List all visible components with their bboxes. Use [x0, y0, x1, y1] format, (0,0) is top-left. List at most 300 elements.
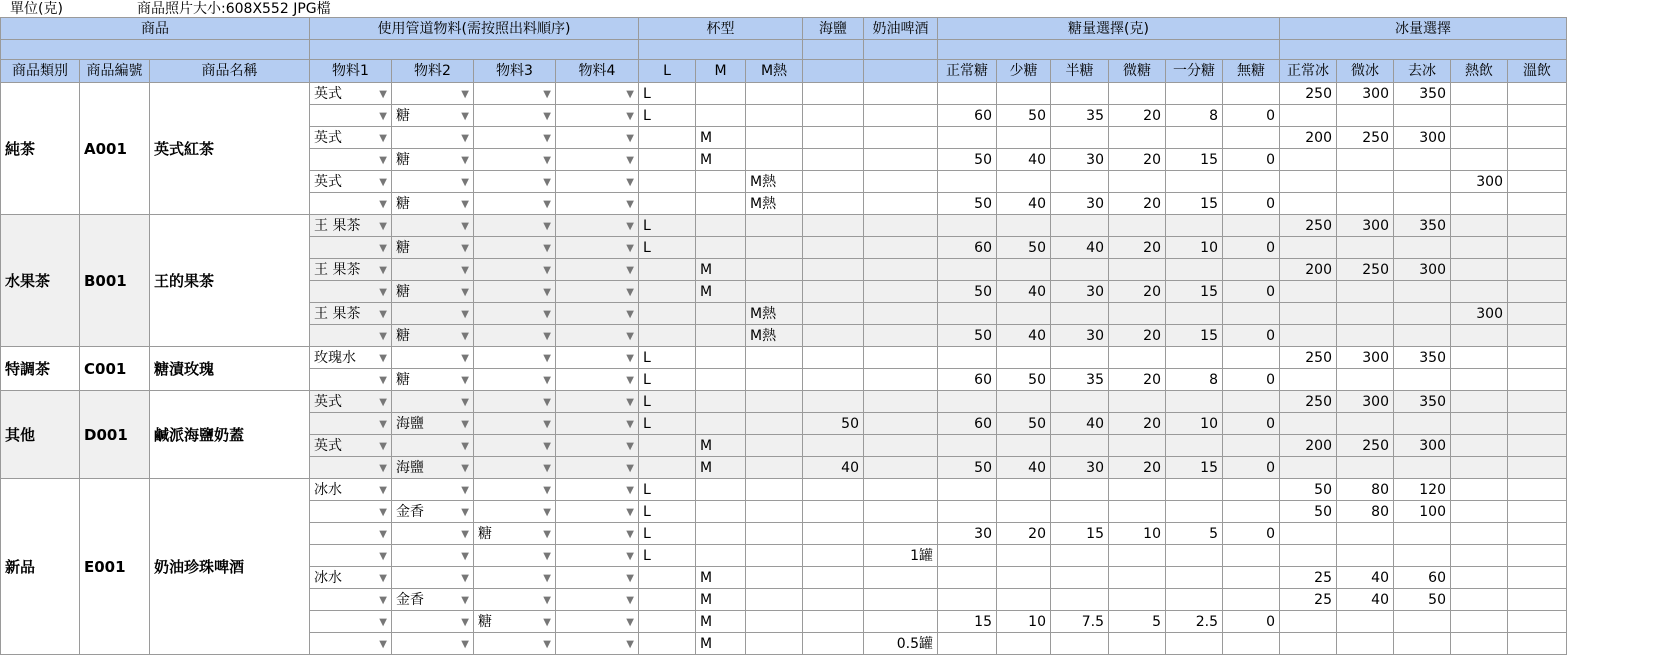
- sugar-cell[interactable]: [1166, 589, 1223, 611]
- cup-L-cell[interactable]: [639, 611, 696, 633]
- cup-M-cell[interactable]: [696, 303, 746, 325]
- sugar-cell[interactable]: [938, 567, 997, 589]
- beer-cell[interactable]: [864, 523, 938, 545]
- ice-cell[interactable]: [1451, 479, 1508, 501]
- dropdown-arrow-icon[interactable]: ▼: [379, 419, 387, 430]
- ice-cell[interactable]: 300: [1394, 127, 1451, 149]
- ice-cell[interactable]: 300: [1337, 347, 1394, 369]
- material-dropdown-2[interactable]: [392, 105, 474, 127]
- beer-cell[interactable]: [864, 435, 938, 457]
- ice-cell[interactable]: [1508, 347, 1567, 369]
- ice-cell[interactable]: [1280, 237, 1337, 259]
- ice-cell[interactable]: [1451, 545, 1508, 567]
- ice-cell[interactable]: [1337, 611, 1394, 633]
- dropdown-arrow-icon[interactable]: ▼: [461, 529, 469, 540]
- sugar-cell[interactable]: 50: [997, 413, 1051, 435]
- cup-L-cell[interactable]: L: [639, 237, 696, 259]
- beer-cell[interactable]: [864, 567, 938, 589]
- cup-L-cell[interactable]: L: [639, 105, 696, 127]
- material-dropdown-1[interactable]: [310, 413, 392, 435]
- sugar-cell[interactable]: [1166, 83, 1223, 105]
- sugar-cell[interactable]: [1051, 567, 1109, 589]
- material-dropdown-1[interactable]: [310, 259, 392, 281]
- ice-cell[interactable]: [1508, 633, 1567, 655]
- material-dropdown-4[interactable]: [556, 413, 639, 435]
- cup-M-cell[interactable]: M: [696, 435, 746, 457]
- ice-cell[interactable]: 50: [1394, 589, 1451, 611]
- column-header[interactable]: 正常糖: [938, 60, 997, 83]
- sugar-cell[interactable]: [1051, 259, 1109, 281]
- ice-cell[interactable]: [1508, 281, 1567, 303]
- sugar-cell[interactable]: 50: [938, 325, 997, 347]
- material-dropdown-4[interactable]: [556, 589, 639, 611]
- beer-cell[interactable]: [864, 281, 938, 303]
- sugar-cell[interactable]: [1109, 215, 1166, 237]
- sugar-cell[interactable]: 50: [938, 457, 997, 479]
- sugar-cell[interactable]: [1051, 127, 1109, 149]
- dropdown-arrow-icon[interactable]: ▼: [379, 287, 387, 298]
- material-dropdown-4[interactable]: [556, 567, 639, 589]
- material-dropdown-2[interactable]: [392, 633, 474, 655]
- dropdown-arrow-icon[interactable]: ▼: [379, 529, 387, 540]
- dropdown-arrow-icon[interactable]: ▼: [626, 551, 634, 562]
- sugar-cell[interactable]: [1223, 545, 1280, 567]
- sugar-cell[interactable]: [938, 589, 997, 611]
- ice-cell[interactable]: [1508, 325, 1567, 347]
- sugar-cell[interactable]: [1223, 127, 1280, 149]
- beer-cell[interactable]: [864, 127, 938, 149]
- dropdown-arrow-icon[interactable]: ▼: [379, 243, 387, 254]
- sugar-cell[interactable]: [1109, 633, 1166, 655]
- cup-M-cell[interactable]: [696, 347, 746, 369]
- cup-L-cell[interactable]: [639, 259, 696, 281]
- material-dropdown-1[interactable]: [310, 215, 392, 237]
- dropdown-arrow-icon[interactable]: ▼: [461, 375, 469, 386]
- sugar-cell[interactable]: [997, 215, 1051, 237]
- dropdown-arrow-icon[interactable]: ▼: [461, 419, 469, 430]
- dropdown-arrow-icon[interactable]: ▼: [543, 595, 551, 606]
- material-dropdown-4[interactable]: [556, 523, 639, 545]
- sugar-cell[interactable]: [1166, 545, 1223, 567]
- sugar-cell[interactable]: [1223, 501, 1280, 523]
- cup-Mhot-cell[interactable]: [746, 127, 803, 149]
- ice-cell[interactable]: [1280, 369, 1337, 391]
- ice-cell[interactable]: [1508, 149, 1567, 171]
- material-dropdown-3[interactable]: [474, 611, 556, 633]
- cup-Mhot-cell[interactable]: M熱: [746, 303, 803, 325]
- dropdown-arrow-icon[interactable]: ▼: [626, 485, 634, 496]
- dropdown-arrow-icon[interactable]: ▼: [626, 463, 634, 474]
- sugar-cell[interactable]: [997, 391, 1051, 413]
- product-name-cell[interactable]: 英式紅茶: [150, 83, 310, 215]
- material-dropdown-1[interactable]: [310, 435, 392, 457]
- beer-cell[interactable]: [864, 259, 938, 281]
- sugar-cell[interactable]: 0: [1223, 281, 1280, 303]
- dropdown-arrow-icon[interactable]: ▼: [626, 309, 634, 320]
- ice-cell[interactable]: [1451, 413, 1508, 435]
- cup-L-cell[interactable]: L: [639, 391, 696, 413]
- sugar-cell[interactable]: [938, 347, 997, 369]
- ice-cell[interactable]: [1508, 589, 1567, 611]
- column-header[interactable]: [864, 60, 938, 83]
- material-dropdown-2[interactable]: [392, 435, 474, 457]
- dropdown-arrow-icon[interactable]: ▼: [461, 309, 469, 320]
- sugar-cell[interactable]: [938, 127, 997, 149]
- column-header[interactable]: 一分糖: [1166, 60, 1223, 83]
- ice-cell[interactable]: [1337, 193, 1394, 215]
- cup-M-cell[interactable]: [696, 391, 746, 413]
- salt-cell[interactable]: [803, 281, 864, 303]
- cup-Mhot-cell[interactable]: [746, 347, 803, 369]
- material-dropdown-2[interactable]: [392, 567, 474, 589]
- dropdown-arrow-icon[interactable]: ▼: [461, 639, 469, 650]
- sugar-cell[interactable]: [997, 567, 1051, 589]
- sugar-cell[interactable]: [997, 347, 1051, 369]
- dropdown-arrow-icon[interactable]: ▼: [626, 595, 634, 606]
- ice-cell[interactable]: 40: [1337, 589, 1394, 611]
- sugar-cell[interactable]: 15: [1166, 149, 1223, 171]
- material-dropdown-3[interactable]: [474, 325, 556, 347]
- material-dropdown-3[interactable]: [474, 237, 556, 259]
- column-header[interactable]: 少糖: [997, 60, 1051, 83]
- dropdown-arrow-icon[interactable]: ▼: [543, 221, 551, 232]
- sugar-cell[interactable]: [1109, 347, 1166, 369]
- column-header[interactable]: 去冰: [1394, 60, 1451, 83]
- beer-cell[interactable]: [864, 347, 938, 369]
- cup-L-cell[interactable]: [639, 303, 696, 325]
- material-dropdown-3[interactable]: [474, 391, 556, 413]
- sugar-cell[interactable]: 7.5: [1051, 611, 1109, 633]
- ice-cell[interactable]: 250: [1337, 435, 1394, 457]
- beer-cell[interactable]: [864, 105, 938, 127]
- cup-M-cell[interactable]: [696, 413, 746, 435]
- ice-cell[interactable]: [1280, 149, 1337, 171]
- sugar-cell[interactable]: 20: [1109, 149, 1166, 171]
- product-code-cell[interactable]: A001: [80, 83, 150, 215]
- sugar-cell[interactable]: 30: [1051, 457, 1109, 479]
- sugar-cell[interactable]: [1109, 567, 1166, 589]
- sugar-cell[interactable]: 40: [997, 193, 1051, 215]
- dropdown-arrow-icon[interactable]: ▼: [543, 199, 551, 210]
- dropdown-arrow-icon[interactable]: ▼: [543, 331, 551, 342]
- product-code-cell[interactable]: C001: [80, 347, 150, 391]
- cup-L-cell[interactable]: [639, 633, 696, 655]
- sugar-cell[interactable]: 15: [1166, 281, 1223, 303]
- material-dropdown-4[interactable]: [556, 457, 639, 479]
- ice-cell[interactable]: 250: [1280, 215, 1337, 237]
- sugar-cell[interactable]: 40: [997, 457, 1051, 479]
- sugar-cell[interactable]: [1051, 215, 1109, 237]
- dropdown-arrow-icon[interactable]: ▼: [626, 133, 634, 144]
- dropdown-arrow-icon[interactable]: ▼: [461, 397, 469, 408]
- ice-cell[interactable]: [1280, 325, 1337, 347]
- ice-cell[interactable]: 250: [1337, 127, 1394, 149]
- sugar-cell[interactable]: [997, 435, 1051, 457]
- ice-cell[interactable]: 300: [1337, 391, 1394, 413]
- ice-cell[interactable]: [1451, 105, 1508, 127]
- sugar-cell[interactable]: 0: [1223, 237, 1280, 259]
- ice-cell[interactable]: 350: [1394, 391, 1451, 413]
- sugar-cell[interactable]: 40: [1051, 413, 1109, 435]
- dropdown-arrow-icon[interactable]: ▼: [626, 331, 634, 342]
- material-dropdown-2[interactable]: [392, 523, 474, 545]
- category-cell[interactable]: 純茶: [1, 83, 80, 215]
- ice-cell[interactable]: [1451, 633, 1508, 655]
- beer-cell[interactable]: [864, 413, 938, 435]
- cup-L-cell[interactable]: L: [639, 501, 696, 523]
- ice-cell[interactable]: 100: [1394, 501, 1451, 523]
- material-dropdown-4[interactable]: [556, 545, 639, 567]
- dropdown-arrow-icon[interactable]: ▼: [379, 551, 387, 562]
- beer-cell[interactable]: [864, 83, 938, 105]
- beer-cell[interactable]: [864, 589, 938, 611]
- column-header[interactable]: 溫飲: [1508, 60, 1567, 83]
- cup-M-cell[interactable]: M: [696, 457, 746, 479]
- material-dropdown-4[interactable]: [556, 83, 639, 105]
- ice-cell[interactable]: 50: [1280, 501, 1337, 523]
- dropdown-arrow-icon[interactable]: ▼: [461, 243, 469, 254]
- sugar-cell[interactable]: 0: [1223, 149, 1280, 171]
- dropdown-arrow-icon[interactable]: ▼: [379, 133, 387, 144]
- cup-Mhot-cell[interactable]: [746, 105, 803, 127]
- ice-cell[interactable]: [1451, 501, 1508, 523]
- material-dropdown-4[interactable]: [556, 611, 639, 633]
- product-code-cell[interactable]: E001: [80, 479, 150, 655]
- ice-cell[interactable]: [1451, 611, 1508, 633]
- sugar-cell[interactable]: 20: [1109, 105, 1166, 127]
- dropdown-arrow-icon[interactable]: ▼: [461, 441, 469, 452]
- material-dropdown-3[interactable]: [474, 193, 556, 215]
- product-code-cell[interactable]: D001: [80, 391, 150, 479]
- sugar-cell[interactable]: 50: [997, 105, 1051, 127]
- material-dropdown-1[interactable]: [310, 105, 392, 127]
- ice-cell[interactable]: 300: [1394, 259, 1451, 281]
- cup-L-cell[interactable]: [639, 567, 696, 589]
- beer-cell[interactable]: [864, 479, 938, 501]
- ice-cell[interactable]: [1337, 171, 1394, 193]
- dropdown-arrow-icon[interactable]: ▼: [626, 243, 634, 254]
- dropdown-arrow-icon[interactable]: ▼: [543, 551, 551, 562]
- cup-M-cell[interactable]: M: [696, 259, 746, 281]
- material-dropdown-3[interactable]: [474, 501, 556, 523]
- dropdown-arrow-icon[interactable]: ▼: [379, 155, 387, 166]
- salt-cell[interactable]: [803, 259, 864, 281]
- sugar-cell[interactable]: [1051, 501, 1109, 523]
- ice-cell[interactable]: [1451, 369, 1508, 391]
- column-header[interactable]: [803, 60, 864, 83]
- ice-cell[interactable]: 300: [1451, 171, 1508, 193]
- cup-L-cell[interactable]: L: [639, 369, 696, 391]
- material-dropdown-2[interactable]: [392, 149, 474, 171]
- material-dropdown-3[interactable]: [474, 215, 556, 237]
- ice-cell[interactable]: 350: [1394, 347, 1451, 369]
- dropdown-arrow-icon[interactable]: ▼: [543, 507, 551, 518]
- column-header[interactable]: 微糖: [1109, 60, 1166, 83]
- material-dropdown-3[interactable]: [474, 281, 556, 303]
- sugar-cell[interactable]: 0: [1223, 193, 1280, 215]
- dropdown-arrow-icon[interactable]: ▼: [626, 221, 634, 232]
- cup-M-cell[interactable]: M: [696, 611, 746, 633]
- material-dropdown-2[interactable]: [392, 457, 474, 479]
- sugar-cell[interactable]: 15: [938, 611, 997, 633]
- ice-cell[interactable]: [1451, 259, 1508, 281]
- ice-cell[interactable]: [1508, 391, 1567, 413]
- dropdown-arrow-icon[interactable]: ▼: [461, 287, 469, 298]
- material-dropdown-4[interactable]: [556, 127, 639, 149]
- sugar-cell[interactable]: [938, 633, 997, 655]
- material-dropdown-2[interactable]: [392, 171, 474, 193]
- dropdown-arrow-icon[interactable]: ▼: [461, 199, 469, 210]
- sugar-cell[interactable]: [938, 545, 997, 567]
- ice-cell[interactable]: 350: [1394, 83, 1451, 105]
- ice-cell[interactable]: [1394, 545, 1451, 567]
- cup-M-cell[interactable]: [696, 105, 746, 127]
- sugar-cell[interactable]: [1223, 567, 1280, 589]
- cup-Mhot-cell[interactable]: [746, 259, 803, 281]
- dropdown-arrow-icon[interactable]: ▼: [379, 397, 387, 408]
- dropdown-arrow-icon[interactable]: ▼: [461, 111, 469, 122]
- dropdown-arrow-icon[interactable]: ▼: [626, 397, 634, 408]
- material-dropdown-4[interactable]: [556, 193, 639, 215]
- cup-M-cell[interactable]: [696, 83, 746, 105]
- ice-cell[interactable]: 350: [1394, 215, 1451, 237]
- ice-cell[interactable]: [1508, 237, 1567, 259]
- material-dropdown-3[interactable]: [474, 127, 556, 149]
- sugar-cell[interactable]: [1109, 479, 1166, 501]
- sugar-cell[interactable]: 10: [997, 611, 1051, 633]
- ice-cell[interactable]: [1337, 303, 1394, 325]
- ice-cell[interactable]: [1508, 435, 1567, 457]
- cup-L-cell[interactable]: [639, 325, 696, 347]
- material-dropdown-2[interactable]: [392, 127, 474, 149]
- sugar-cell[interactable]: 30: [1051, 281, 1109, 303]
- ice-cell[interactable]: [1337, 105, 1394, 127]
- sugar-cell[interactable]: 10: [1166, 413, 1223, 435]
- ice-cell[interactable]: [1508, 259, 1567, 281]
- cup-M-cell[interactable]: M: [696, 567, 746, 589]
- cup-Mhot-cell[interactable]: [746, 237, 803, 259]
- material-dropdown-1[interactable]: [310, 589, 392, 611]
- sugar-cell[interactable]: 40: [997, 281, 1051, 303]
- material-dropdown-1[interactable]: [310, 149, 392, 171]
- ice-cell[interactable]: [1508, 83, 1567, 105]
- sugar-cell[interactable]: [997, 259, 1051, 281]
- cup-L-cell[interactable]: [639, 457, 696, 479]
- category-cell[interactable]: 水果茶: [1, 215, 80, 347]
- sugar-cell[interactable]: 30: [938, 523, 997, 545]
- ice-cell[interactable]: [1508, 369, 1567, 391]
- material-dropdown-4[interactable]: [556, 237, 639, 259]
- sugar-cell[interactable]: [1223, 589, 1280, 611]
- sugar-cell[interactable]: [938, 479, 997, 501]
- salt-cell[interactable]: [803, 303, 864, 325]
- cup-L-cell[interactable]: [639, 589, 696, 611]
- cup-Mhot-cell[interactable]: [746, 567, 803, 589]
- ice-cell[interactable]: [1451, 281, 1508, 303]
- product-name-cell[interactable]: 奶油珍珠啤酒: [150, 479, 310, 655]
- ice-cell[interactable]: [1337, 237, 1394, 259]
- cup-Mhot-cell[interactable]: [746, 545, 803, 567]
- cup-Mhot-cell[interactable]: [746, 435, 803, 457]
- ice-cell[interactable]: [1508, 479, 1567, 501]
- dropdown-arrow-icon[interactable]: ▼: [461, 155, 469, 166]
- sugar-cell[interactable]: 35: [1051, 105, 1109, 127]
- sugar-cell[interactable]: [1051, 171, 1109, 193]
- product-name-cell[interactable]: 鹹派海鹽奶蓋: [150, 391, 310, 479]
- dropdown-arrow-icon[interactable]: ▼: [379, 617, 387, 628]
- dropdown-arrow-icon[interactable]: ▼: [626, 199, 634, 210]
- cup-M-cell[interactable]: [696, 545, 746, 567]
- material-dropdown-3[interactable]: [474, 545, 556, 567]
- beer-cell[interactable]: [864, 237, 938, 259]
- material-dropdown-4[interactable]: [556, 215, 639, 237]
- material-dropdown-4[interactable]: [556, 281, 639, 303]
- material-dropdown-4[interactable]: [556, 149, 639, 171]
- cup-M-cell[interactable]: [696, 237, 746, 259]
- cup-Mhot-cell[interactable]: [746, 479, 803, 501]
- sugar-cell[interactable]: 8: [1166, 105, 1223, 127]
- column-header[interactable]: 物料3: [474, 60, 556, 83]
- column-header[interactable]: M: [696, 60, 746, 83]
- dropdown-arrow-icon[interactable]: ▼: [379, 265, 387, 276]
- material-dropdown-1[interactable]: [310, 127, 392, 149]
- cup-Mhot-cell[interactable]: M熱: [746, 171, 803, 193]
- sugar-cell[interactable]: 0: [1223, 413, 1280, 435]
- dropdown-arrow-icon[interactable]: ▼: [379, 111, 387, 122]
- material-dropdown-2[interactable]: [392, 215, 474, 237]
- cup-M-cell[interactable]: [696, 171, 746, 193]
- sugar-cell[interactable]: 30: [1051, 325, 1109, 347]
- dropdown-arrow-icon[interactable]: ▼: [626, 529, 634, 540]
- material-dropdown-2[interactable]: [392, 237, 474, 259]
- material-dropdown-3[interactable]: [474, 567, 556, 589]
- ice-cell[interactable]: 250: [1337, 259, 1394, 281]
- column-header[interactable]: 物料1: [310, 60, 392, 83]
- material-dropdown-4[interactable]: [556, 325, 639, 347]
- sugar-cell[interactable]: 60: [938, 105, 997, 127]
- ice-cell[interactable]: [1508, 501, 1567, 523]
- sugar-cell[interactable]: [1051, 479, 1109, 501]
- column-header[interactable]: M熱: [746, 60, 803, 83]
- material-dropdown-4[interactable]: [556, 303, 639, 325]
- ice-cell[interactable]: [1451, 391, 1508, 413]
- dropdown-arrow-icon[interactable]: ▼: [379, 507, 387, 518]
- ice-cell[interactable]: [1508, 171, 1567, 193]
- dropdown-arrow-icon[interactable]: ▼: [543, 111, 551, 122]
- material-dropdown-4[interactable]: [556, 347, 639, 369]
- sugar-cell[interactable]: 2.5: [1166, 611, 1223, 633]
- sugar-cell[interactable]: 5: [1109, 611, 1166, 633]
- material-dropdown-1[interactable]: [310, 633, 392, 655]
- salt-cell[interactable]: [803, 149, 864, 171]
- material-dropdown-2[interactable]: [392, 325, 474, 347]
- dropdown-arrow-icon[interactable]: ▼: [379, 89, 387, 100]
- material-dropdown-3[interactable]: [474, 435, 556, 457]
- sugar-cell[interactable]: 60: [938, 237, 997, 259]
- salt-cell[interactable]: 50: [803, 413, 864, 435]
- material-dropdown-3[interactable]: [474, 105, 556, 127]
- dropdown-arrow-icon[interactable]: ▼: [461, 551, 469, 562]
- material-dropdown-2[interactable]: [392, 611, 474, 633]
- ice-cell[interactable]: [1451, 149, 1508, 171]
- cup-M-cell[interactable]: [696, 369, 746, 391]
- category-cell[interactable]: 特調茶: [1, 347, 80, 391]
- beer-cell[interactable]: [864, 325, 938, 347]
- column-header[interactable]: 無糖: [1223, 60, 1280, 83]
- sugar-cell[interactable]: [1223, 259, 1280, 281]
- dropdown-arrow-icon[interactable]: ▼: [379, 221, 387, 232]
- material-dropdown-2[interactable]: [392, 545, 474, 567]
